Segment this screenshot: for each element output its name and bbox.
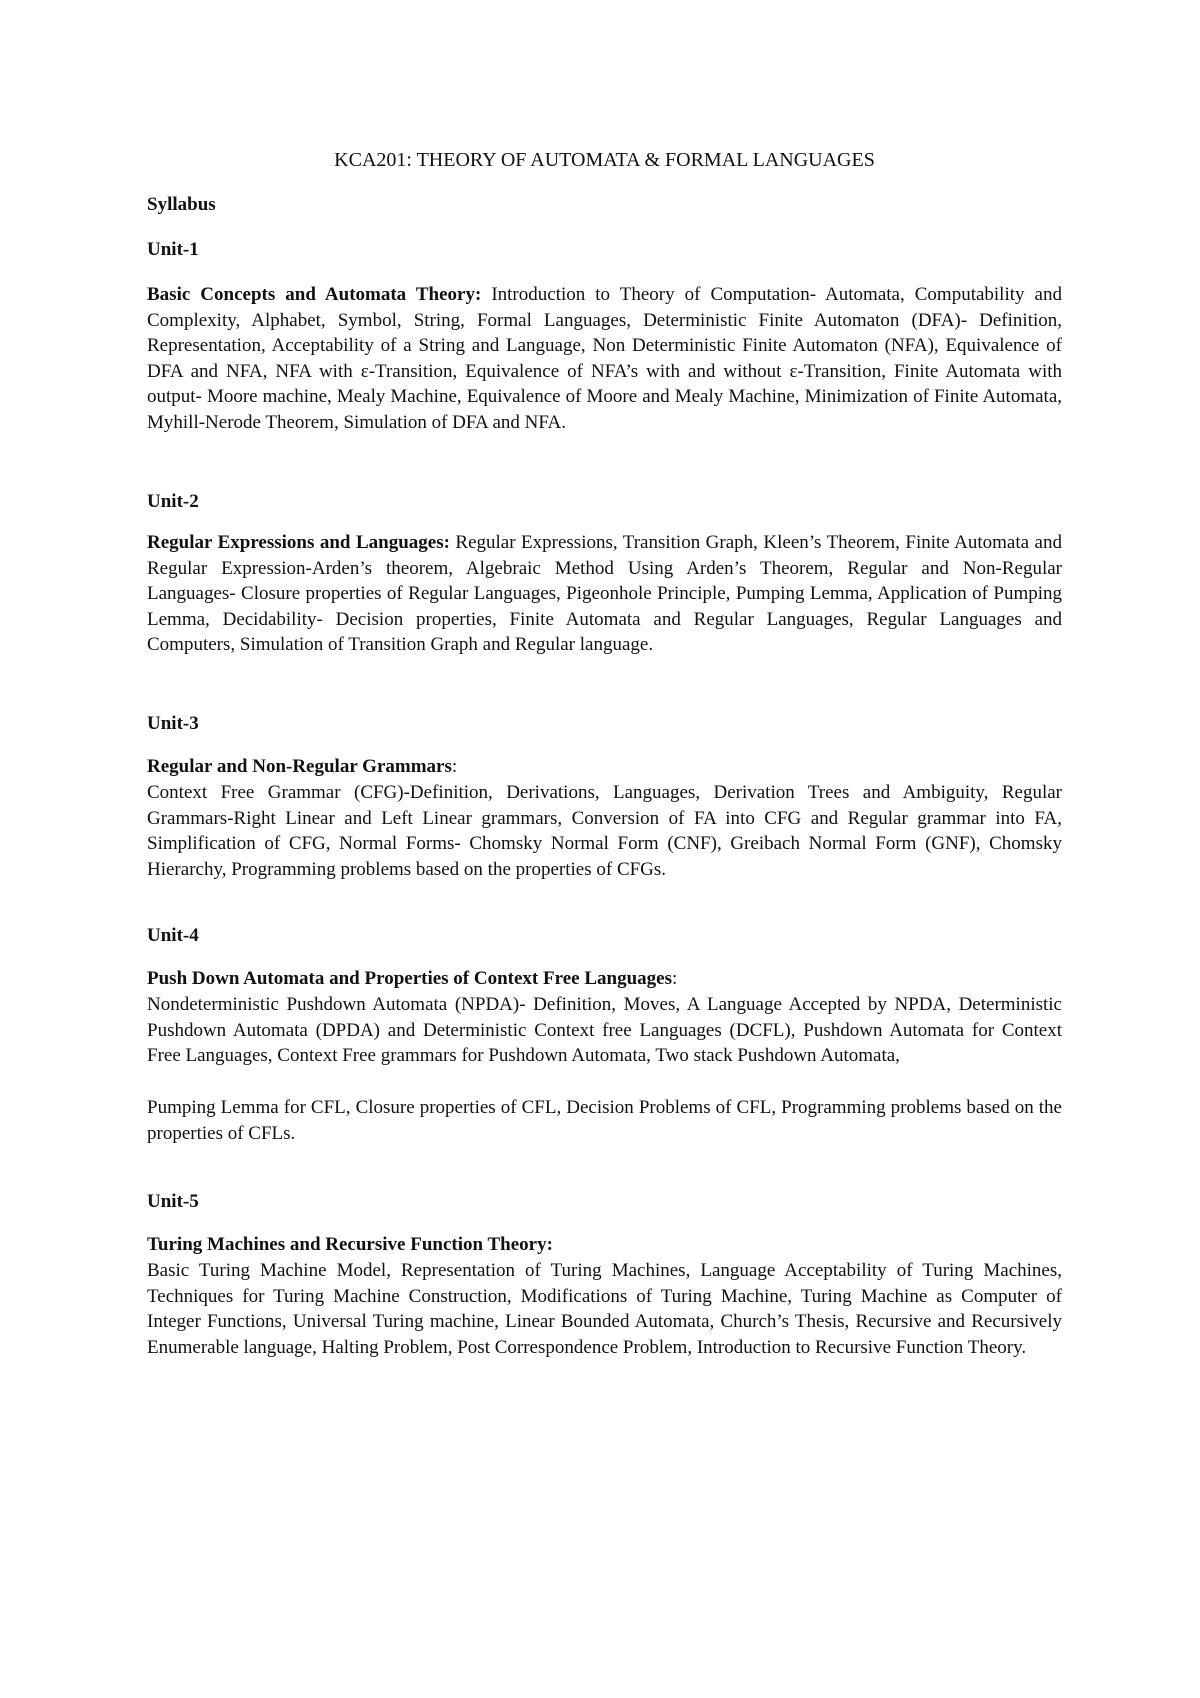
unit-3-text: Context Free Grammar (CFG)-Definition, Derivations, Languages, Derivation Trees and Ambiguity, Regular Grammars-Right Linear and Left Linear grammars, Conversion of FA into CFG and Regular grammar into FA, Simplification of CFG, Normal Forms- Chomsky Normal Form (CNF), Greibach Normal Form (GNF), Chomsky Hierarchy, Programming problems based on the properties of CFGs. bbox=[147, 782, 1062, 880]
unit-2-topic: Regular Expressions and Languages: bbox=[147, 532, 450, 553]
unit-4-text: Nondeterministic Pushdown Automata (NPDA)- Definition, Moves, A Language Accepted by NPDA, Deterministic Pushdown Automata (DPDA) and Deterministic Context free Languages (DCFL), Pushdown Automata for Context Free Languages, Context Free grammars for Pushdown Automata, Two stack Pushdown Automata, bbox=[147, 994, 1062, 1067]
unit-1-description bbox=[147, 282, 1062, 436]
unit-4-heading: Unit-4 bbox=[147, 925, 199, 946]
unit-1-heading: Unit-1 bbox=[147, 239, 199, 260]
unit-4-topic-colon: : bbox=[671, 968, 678, 989]
unit-2-description bbox=[147, 530, 1062, 658]
unit-4-topic bbox=[147, 967, 677, 991]
unit-3-heading: Unit-3 bbox=[147, 713, 199, 734]
unit-4-topic-text: Push Down Automata and Properties of Context Free Languages bbox=[147, 968, 672, 989]
unit-5-text: Basic Turing Machine Model, Representation of Turing Machines, Language Acceptability of Turing Machines, Techniques for Turing Machine Construction, Modifications of Turing Machine, Turing Machine as Computer of Integer Functions, Universal Turing machine, Linear Bounded Automata, Church’s Thesis, Recursive and Recursively Enumerable language, Halting Problem, Post Correspondence Problem, Introduction to Recursive Function Theory. bbox=[147, 1260, 1062, 1358]
unit-3-topic-text: Regular and Non-Regular Grammars bbox=[147, 756, 452, 777]
unit-2-heading: Unit-2 bbox=[147, 491, 199, 512]
unit-3-topic-colon: : bbox=[451, 756, 458, 777]
unit-4-text-continued: Pumping Lemma for CFL, Closure properties of CFL, Decision Problems of CFL, Programming problems based on the properties of CFLs. bbox=[147, 1097, 1062, 1144]
unit-5-topic: Turing Machines and Recursive Function Theory: bbox=[147, 1234, 553, 1255]
unit-3-topic bbox=[147, 755, 457, 779]
unit-5-heading: Unit-5 bbox=[147, 1191, 199, 1212]
syllabus-label: Syllabus bbox=[147, 194, 216, 215]
unit-1-topic: Basic Concepts and Automata Theory: bbox=[147, 284, 482, 305]
unit-1-text: Introduction to Theory of Computation- Automata, Computability and Complexity, Alphabet, Symbol, String, Formal Languages, Deterministic Finite Automaton (DFA)- Definition, Representation, Acceptability of a String and Language, Non Deterministic Finite Automaton (NFA), Equivalence of DFA and NFA, NFA with ε-Transition, Equivalence of NFA’s with and without ε-Transition, Finite Automata with output- Moore machine, Mealy Machine, Equivalence of Moore and Mealy Machine, Minimization of Finite Automata, Myhill-Nerode Theorem, Simulation of DFA and NFA. bbox=[147, 284, 1062, 433]
unit-2-text: Regular Expressions, Transition Graph, Kleen’s Theorem, Finite Automata and Regular Expression-Arden’s theorem, Algebraic Method Using Arden’s Theorem, Regular and Non-Regular Languages- Closure properties of Regular Languages, Pigeonhole Principle, Pumping Lemma, Application of Pumping Lemma, Decidability- Decision properties, Finite Automata and Regular Languages, Regular Languages and Computers, Simulation of Transition Graph and Regular language. bbox=[147, 532, 1062, 656]
document-title: KCA201: THEORY OF AUTOMATA & FORMAL LANGUAGES bbox=[334, 149, 875, 171]
